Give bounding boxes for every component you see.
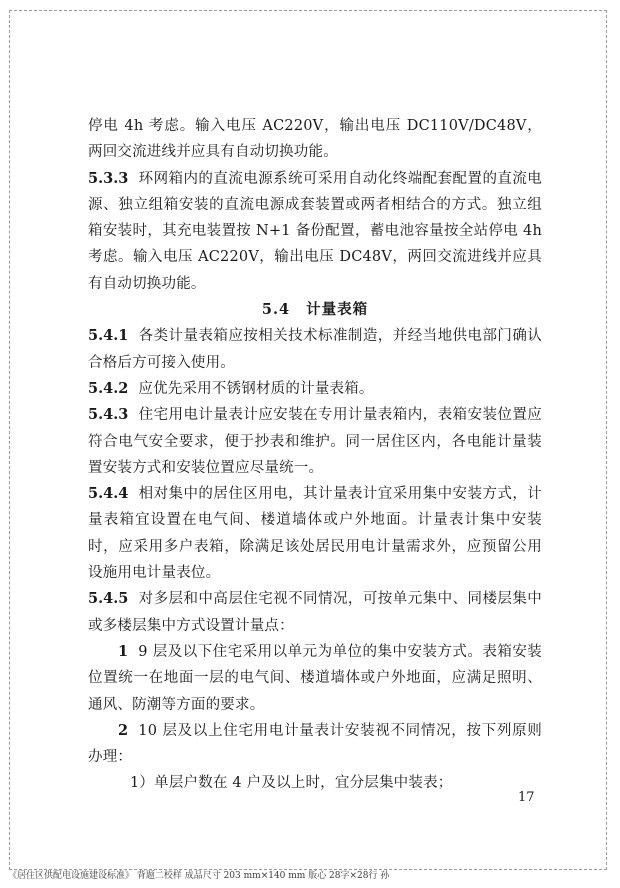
page-number: 17 [518, 790, 535, 805]
section-number: 5.4 [261, 301, 291, 319]
clause-text: 对多层和中高层住宅视不同情况，可按单元集中、同楼层集中或多楼层集中方式设置计量点： [88, 591, 542, 634]
clause-text: 住宅用电计量表计应安装在专用计量表箱内，表箱安装位置应符合电气安全要求，便于抄表和维护。同一居住区内，各电能计量装置安装方式和安装位置应尽量统一。 [88, 407, 542, 476]
clause-text: 相对集中的居住区用电，其计量表计宜采用集中安装方式，计量表箱宜设置在电气间、楼道墙体或户外地面。计量表计集中安装时，应采用多户表箱，除满足该处居民用电计量需求外，应预留公用设施用电计量表位。 [88, 486, 542, 582]
clause-number: 5.3.3 [88, 169, 129, 187]
clause-number: 5.4.2 [88, 379, 129, 397]
item-number: 1 [118, 642, 129, 660]
clause-5-4-2 [88, 376, 542, 402]
paragraph-continued: 停电 4h 考虑。输入电压 AC220V，输出电压 DC110V/DC48V，两回交流进线并应具有自动切换功能。 [88, 118, 542, 161]
item-number: 2 [118, 721, 129, 739]
list-item-2 [88, 718, 542, 771]
clause-text: 环网箱内的直流电源系统可采用自动化终端配套配置的直流电源、独立组箱安装的直流电源成套装置或两者相结合的方式。独立组箱安装时，其充电装置按 N+1 备份配置，蓄电池容量按全站停电 4h 考虑。输入电压 AC220V，输出电压 DC48V，两回交流进线并应具有自动切换功能。 [88, 170, 542, 292]
clause-5-4-3 [88, 402, 542, 481]
clause-number: 5.4.3 [88, 406, 129, 424]
section-title: 计量表箱 [306, 301, 369, 319]
item-text: 10 层及以上住宅用电计量表计安装视不同情况，按下列原则办理： [88, 722, 542, 766]
clause-number: 5.4.1 [88, 327, 129, 345]
clause-5-4-5 [88, 586, 542, 639]
clause-5-3-3 [88, 166, 542, 297]
document-body [88, 113, 542, 797]
item-text: 9 层及以下住宅采用以单元为单位的集中安装方式。表箱安装位置统一在地面一层的电气间、楼道墙体或户外地面，应满足照明、通风、防潮等方面的要求。 [88, 643, 542, 713]
clause-number: 5.4.5 [88, 590, 129, 608]
clause-text: 各类计量表箱应按相关技术标准制造，并经当地供电部门确认合格后方可接入使用。 [88, 328, 542, 371]
print-footer: 《居住区供配电设施建设标准》 背题二校样 成品尺寸 203 mm×140 mm 版心 28字×28行 孙 [8, 871, 390, 881]
sub-item-1: 1）单层户数在 4 户及以上时，宜分层集中装表； [130, 775, 453, 792]
clause-5-4-1 [88, 323, 542, 376]
clause-number: 5.4.4 [88, 485, 129, 503]
clause-5-4-4 [88, 481, 542, 586]
clause-text: 应优先采用不锈钢材质的计量表箱。 [138, 380, 374, 397]
list-item-1 [88, 639, 542, 718]
section-heading [88, 297, 542, 323]
